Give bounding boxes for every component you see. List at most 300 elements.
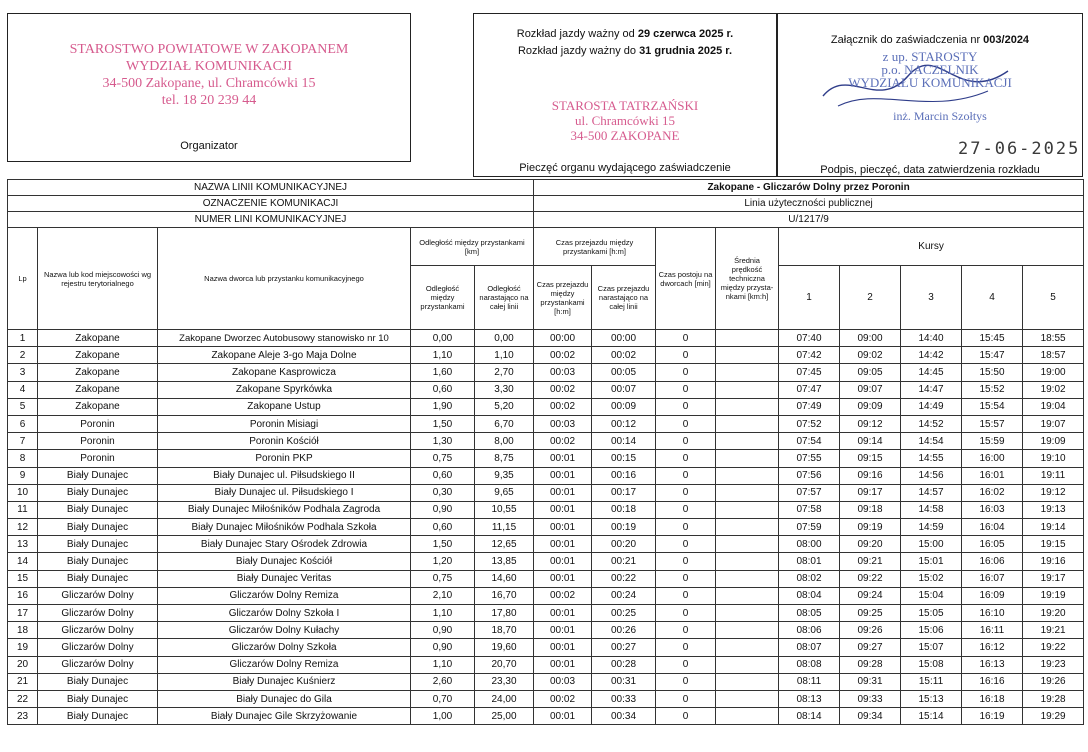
row-stop: Biały Dunajec Gile Skrzyżowanie xyxy=(158,708,411,725)
row-course-4: 16:04 xyxy=(962,519,1023,536)
table-row xyxy=(8,501,1084,518)
row-time: 00:01 xyxy=(534,519,592,536)
row-stop-time: 0 xyxy=(656,553,716,570)
row-time-total: 00:34 xyxy=(592,708,656,725)
row-place: Biały Dunajec xyxy=(38,484,158,501)
row-place: Biały Dunajec xyxy=(38,708,158,725)
row-course-2: 09:02 xyxy=(840,347,901,364)
row-course-5: 19:19 xyxy=(1023,587,1084,604)
row-course-3: 15:01 xyxy=(901,553,962,570)
row-speed xyxy=(716,605,779,622)
row-distance: 1,20 xyxy=(411,553,475,570)
row-distance-total: 3,30 xyxy=(475,381,534,398)
row-course-3: 15:04 xyxy=(901,587,962,604)
timetable xyxy=(7,179,1084,725)
row-place: Gliczarów Dolny xyxy=(38,622,158,639)
row-distance: 1,10 xyxy=(411,347,475,364)
row-distance-total: 13,85 xyxy=(475,553,534,570)
row-speed xyxy=(716,656,779,673)
row-time: 00:03 xyxy=(534,364,592,381)
designation: Linia użyteczności publicznej xyxy=(534,196,1084,212)
validity-box xyxy=(473,13,777,177)
row-lp: 13 xyxy=(8,536,38,553)
row-stop: Biały Dunajec Miłośników Podhala Zagroda xyxy=(158,501,411,518)
row-course-3: 14:58 xyxy=(901,501,962,518)
row-course-2: 09:19 xyxy=(840,519,901,536)
stamp-line: tel. 18 20 239 44 xyxy=(161,93,257,108)
issuer-stamp xyxy=(474,98,776,143)
row-distance: 0,30 xyxy=(411,484,475,501)
approver-stamp xyxy=(778,50,1082,89)
row-time-total: 00:33 xyxy=(592,690,656,707)
row-course-1: 07:57 xyxy=(779,484,840,501)
row-stop-time: 0 xyxy=(656,347,716,364)
valid-to-date: 31 grudnia 2025 r. xyxy=(639,45,732,57)
row-course-3: 14:52 xyxy=(901,415,962,432)
valid-to-label: Rozkład jazdy ważny do xyxy=(517,45,636,57)
row-time-total: 00:26 xyxy=(592,622,656,639)
table-row xyxy=(8,605,1084,622)
row-time-total: 00:19 xyxy=(592,519,656,536)
row-course-3: 14:57 xyxy=(901,484,962,501)
annex-title-text: Załącznik do zaświadczenia nr xyxy=(830,34,981,46)
stamp-line: STAROSTWO POWIATOWE W ZAKOPANEM xyxy=(69,42,349,57)
row-course-1: 07:42 xyxy=(779,347,840,364)
row-course-3: 15:00 xyxy=(901,536,962,553)
row-speed xyxy=(716,364,779,381)
col-distance-group: Odległość między przystankami [km] xyxy=(411,228,534,266)
line-number-label: NUMER LINI KOMUNIKACYJNEJ xyxy=(8,212,534,228)
row-distance-total: 16,70 xyxy=(475,587,534,604)
col-dist-total: Odległość narastająco na całej linii xyxy=(475,266,534,330)
row-course-1: 08:11 xyxy=(779,673,840,690)
row-speed xyxy=(716,398,779,415)
row-course-2: 09:00 xyxy=(840,330,901,347)
row-stop-time: 0 xyxy=(656,484,716,501)
row-time-total: 00:27 xyxy=(592,639,656,656)
annex-box xyxy=(777,13,1083,177)
row-stop: Zakopane Dworzec Autobusowy stanowisko nr 10 xyxy=(158,330,411,347)
row-place: Gliczarów Dolny xyxy=(38,639,158,656)
stamp-line: WYDZIAŁU KOMUNIKACJI xyxy=(848,75,1012,90)
row-time: 00:01 xyxy=(534,467,592,484)
row-time: 00:02 xyxy=(534,398,592,415)
row-stop: Gliczarów Dolny Szkoła I xyxy=(158,605,411,622)
row-place: Poronin xyxy=(38,450,158,467)
row-distance: 1,60 xyxy=(411,364,475,381)
row-time-total: 00:12 xyxy=(592,415,656,432)
row-time: 00:02 xyxy=(534,433,592,450)
row-course-1: 07:56 xyxy=(779,467,840,484)
row-place: Biały Dunajec xyxy=(38,673,158,690)
table-row xyxy=(8,347,1084,364)
timetable-rows xyxy=(8,330,1084,725)
row-stop-time: 0 xyxy=(656,519,716,536)
row-time-total: 00:31 xyxy=(592,673,656,690)
row-course-4: 16:07 xyxy=(962,570,1023,587)
row-time-total: 00:02 xyxy=(592,347,656,364)
row-course-1: 08:08 xyxy=(779,656,840,673)
row-time: 00:01 xyxy=(534,484,592,501)
row-course-2: 09:17 xyxy=(840,484,901,501)
row-time-total: 00:18 xyxy=(592,501,656,518)
row-stop: Gliczarów Dolny Remiza xyxy=(158,656,411,673)
row-course-3: 14:54 xyxy=(901,433,962,450)
col-stop-time: Czas postoju na dworcach [min] xyxy=(656,228,716,330)
row-course-5: 19:29 xyxy=(1023,708,1084,725)
row-place: Gliczarów Dolny xyxy=(38,587,158,604)
row-course-2: 09:31 xyxy=(840,673,901,690)
row-course-3: 15:06 xyxy=(901,622,962,639)
row-course-3: 14:59 xyxy=(901,519,962,536)
row-course-2: 09:15 xyxy=(840,450,901,467)
stamp-line: STAROSTA TATRZAŃSKI xyxy=(551,98,699,113)
row-lp: 4 xyxy=(8,381,38,398)
row-course-1: 08:00 xyxy=(779,536,840,553)
row-time-total: 00:24 xyxy=(592,587,656,604)
row-speed xyxy=(716,690,779,707)
row-lp: 5 xyxy=(8,398,38,415)
col-time-group: Czas przejazdu między przystankami [h:m] xyxy=(534,228,656,266)
row-place: Zakopane xyxy=(38,364,158,381)
stamp-line: p.o. NACZELNIK xyxy=(881,62,979,77)
row-course-4: 15:52 xyxy=(962,381,1023,398)
row-course-2: 09:25 xyxy=(840,605,901,622)
row-time: 00:02 xyxy=(534,587,592,604)
row-course-5: 19:00 xyxy=(1023,364,1084,381)
row-stop-time: 0 xyxy=(656,708,716,725)
row-course-3: 15:14 xyxy=(901,708,962,725)
row-time: 00:02 xyxy=(534,381,592,398)
row-course-2: 09:18 xyxy=(840,501,901,518)
row-distance-total: 20,70 xyxy=(475,656,534,673)
row-stop: Biały Dunajec Miłośników Podhala Szkoła xyxy=(158,519,411,536)
row-distance-total: 18,70 xyxy=(475,622,534,639)
header-block xyxy=(8,180,1084,330)
annex-number: 003/2024 xyxy=(983,34,1030,46)
signer-name: inż. Marcin Szołtys xyxy=(893,109,987,123)
row-course-3: 15:11 xyxy=(901,673,962,690)
row-speed xyxy=(716,501,779,518)
row-lp: 23 xyxy=(8,708,38,725)
row-course-2: 09:05 xyxy=(840,364,901,381)
row-course-3: 14:55 xyxy=(901,450,962,467)
row-distance: 1,50 xyxy=(411,536,475,553)
row-time-total: 00:14 xyxy=(592,433,656,450)
row-distance: 0,60 xyxy=(411,381,475,398)
row-speed xyxy=(716,673,779,690)
row-course-5: 19:28 xyxy=(1023,690,1084,707)
table-row xyxy=(8,570,1084,587)
row-course-3: 14:47 xyxy=(901,381,962,398)
row-stop: Poronin PKP xyxy=(158,450,411,467)
row-place: Gliczarów Dolny xyxy=(38,656,158,673)
row-course-1: 07:40 xyxy=(779,330,840,347)
row-distance: 1,00 xyxy=(411,708,475,725)
row-distance-total: 10,55 xyxy=(475,501,534,518)
row-lp: 8 xyxy=(8,450,38,467)
row-time: 00:01 xyxy=(534,622,592,639)
row-course-1: 08:06 xyxy=(779,622,840,639)
table-row xyxy=(8,519,1084,536)
row-place: Biały Dunajec xyxy=(38,501,158,518)
row-course-4: 16:18 xyxy=(962,690,1023,707)
row-stop-time: 0 xyxy=(656,364,716,381)
row-course-3: 14:42 xyxy=(901,347,962,364)
row-course-4: 16:05 xyxy=(962,536,1023,553)
row-distance: 0,70 xyxy=(411,690,475,707)
table-row xyxy=(8,364,1084,381)
row-speed xyxy=(716,484,779,501)
row-course-5: 19:22 xyxy=(1023,639,1084,656)
row-speed xyxy=(716,330,779,347)
row-course-1: 08:07 xyxy=(779,639,840,656)
table-row xyxy=(8,622,1084,639)
row-course-2: 09:16 xyxy=(840,467,901,484)
row-distance: 0,60 xyxy=(411,519,475,536)
row-lp: 21 xyxy=(8,673,38,690)
row-lp: 17 xyxy=(8,605,38,622)
table-row xyxy=(8,553,1084,570)
row-speed xyxy=(716,570,779,587)
row-time: 00:01 xyxy=(534,605,592,622)
row-course-3: 15:05 xyxy=(901,605,962,622)
row-stop-time: 0 xyxy=(656,330,716,347)
row-distance-total: 2,70 xyxy=(475,364,534,381)
row-time-total: 00:16 xyxy=(592,467,656,484)
row-lp: 12 xyxy=(8,519,38,536)
row-course-4: 16:16 xyxy=(962,673,1023,690)
row-course-1: 08:02 xyxy=(779,570,840,587)
row-speed xyxy=(716,450,779,467)
row-course-1: 07:58 xyxy=(779,501,840,518)
row-course-5: 18:57 xyxy=(1023,347,1084,364)
row-course-3: 14:45 xyxy=(901,364,962,381)
row-course-3: 15:02 xyxy=(901,570,962,587)
stamp-line: 34-500 Zakopane, ul. Chramcówki 15 xyxy=(102,76,316,91)
row-course-4: 15:50 xyxy=(962,364,1023,381)
row-stop: Gliczarów Dolny Kułachy xyxy=(158,622,411,639)
row-course-2: 09:27 xyxy=(840,639,901,656)
row-speed xyxy=(716,467,779,484)
row-lp: 9 xyxy=(8,467,38,484)
row-distance-total: 12,65 xyxy=(475,536,534,553)
row-stop-time: 0 xyxy=(656,398,716,415)
row-lp: 10 xyxy=(8,484,38,501)
table-row xyxy=(8,484,1084,501)
row-course-1: 07:49 xyxy=(779,398,840,415)
row-distance: 1,90 xyxy=(411,398,475,415)
row-course-4: 16:19 xyxy=(962,708,1023,725)
table-row xyxy=(8,587,1084,604)
row-course-2: 09:28 xyxy=(840,656,901,673)
row-distance: 2,10 xyxy=(411,587,475,604)
row-distance-total: 8,00 xyxy=(475,433,534,450)
row-speed xyxy=(716,536,779,553)
row-stop-time: 0 xyxy=(656,639,716,656)
stamp-line: ul. Chramcówki 15 xyxy=(574,113,675,128)
row-place: Biały Dunajec xyxy=(38,553,158,570)
row-speed xyxy=(716,622,779,639)
row-course-3: 14:56 xyxy=(901,467,962,484)
row-course-2: 09:21 xyxy=(840,553,901,570)
row-stop: Gliczarów Dolny Remiza xyxy=(158,587,411,604)
table-row xyxy=(8,450,1084,467)
row-lp: 2 xyxy=(8,347,38,364)
row-distance-total: 6,70 xyxy=(475,415,534,432)
line-name: Zakopane - Gliczarów Dolny przez Poronin xyxy=(534,180,1084,196)
row-time: 00:01 xyxy=(534,639,592,656)
row-speed xyxy=(716,415,779,432)
row-stop: Zakopane Spyrkówka xyxy=(158,381,411,398)
row-time: 00:03 xyxy=(534,415,592,432)
designation-label: OZNACZENIE KOMUNIKACJI xyxy=(8,196,534,212)
row-stop-time: 0 xyxy=(656,501,716,518)
course-number: 2 xyxy=(840,266,901,330)
row-stop-time: 0 xyxy=(656,433,716,450)
row-course-2: 09:14 xyxy=(840,433,901,450)
row-lp: 7 xyxy=(8,433,38,450)
row-time-total: 00:25 xyxy=(592,605,656,622)
row-place: Biały Dunajec xyxy=(38,519,158,536)
organizer-label: Organizator xyxy=(180,140,238,152)
valid-from xyxy=(474,28,776,40)
table-row xyxy=(8,673,1084,690)
row-place: Zakopane xyxy=(38,347,158,364)
row-course-5: 19:12 xyxy=(1023,484,1084,501)
valid-from-date: 29 czerwca 2025 r. xyxy=(637,28,734,40)
valid-from-label: Rozkład jazdy ważny od xyxy=(516,28,635,40)
row-course-5: 19:23 xyxy=(1023,656,1084,673)
row-distance: 0,90 xyxy=(411,501,475,518)
row-course-5: 19:20 xyxy=(1023,605,1084,622)
table-row xyxy=(8,690,1084,707)
row-stop-time: 0 xyxy=(656,536,716,553)
row-stop-time: 0 xyxy=(656,622,716,639)
row-course-2: 09:09 xyxy=(840,398,901,415)
row-stop: Biały Dunajec Kuśnierz xyxy=(158,673,411,690)
line-name-label: NAZWA LINII KOMUNIKACYJNEJ xyxy=(8,180,534,196)
course-number: 4 xyxy=(962,266,1023,330)
line-number: U/1217/9 xyxy=(534,212,1084,228)
row-stop: Gliczarów Dolny Szkoła xyxy=(158,639,411,656)
row-stop: Biały Dunajec Veritas xyxy=(158,570,411,587)
approval-date: 27-06-2025 xyxy=(958,139,1081,159)
row-distance-total: 5,20 xyxy=(475,398,534,415)
col-courses: Kursy xyxy=(779,228,1084,266)
row-stop: Poronin Kościół xyxy=(158,433,411,450)
row-course-4: 16:11 xyxy=(962,622,1023,639)
row-time: 00:01 xyxy=(534,656,592,673)
row-course-4: 16:06 xyxy=(962,553,1023,570)
row-course-1: 07:52 xyxy=(779,415,840,432)
row-place: Biały Dunajec xyxy=(38,570,158,587)
table-row xyxy=(8,536,1084,553)
row-time-total: 00:17 xyxy=(592,484,656,501)
row-stop: Poronin Misiagi xyxy=(158,415,411,432)
stamp-line: z up. STAROSTY xyxy=(882,49,978,64)
row-lp: 11 xyxy=(8,501,38,518)
col-speed: Średnia prędkość techniczna między przysta- nkami [km:h] xyxy=(716,228,779,330)
row-course-5: 19:07 xyxy=(1023,415,1084,432)
row-speed xyxy=(716,587,779,604)
row-course-3: 15:07 xyxy=(901,639,962,656)
row-course-1: 07:54 xyxy=(779,433,840,450)
row-distance-total: 24,00 xyxy=(475,690,534,707)
row-course-2: 09:33 xyxy=(840,690,901,707)
row-stop-time: 0 xyxy=(656,605,716,622)
row-course-4: 16:01 xyxy=(962,467,1023,484)
row-lp: 16 xyxy=(8,587,38,604)
row-place: Zakopane xyxy=(38,381,158,398)
row-course-2: 09:22 xyxy=(840,570,901,587)
row-distance: 0,60 xyxy=(411,467,475,484)
row-distance-total: 23,30 xyxy=(475,673,534,690)
row-course-5: 19:02 xyxy=(1023,381,1084,398)
row-lp: 15 xyxy=(8,570,38,587)
row-speed xyxy=(716,433,779,450)
row-speed xyxy=(716,708,779,725)
row-time: 00:01 xyxy=(534,536,592,553)
issuer-label: Pieczęć organu wydającego zaświadczenie xyxy=(519,162,731,174)
row-course-4: 16:13 xyxy=(962,656,1023,673)
table-row xyxy=(8,639,1084,656)
row-time-total: 00:22 xyxy=(592,570,656,587)
row-distance: 0,00 xyxy=(411,330,475,347)
row-course-1: 08:05 xyxy=(779,605,840,622)
row-course-1: 08:01 xyxy=(779,553,840,570)
row-lp: 18 xyxy=(8,622,38,639)
row-course-4: 16:12 xyxy=(962,639,1023,656)
row-stop-time: 0 xyxy=(656,381,716,398)
row-stop-time: 0 xyxy=(656,673,716,690)
row-time: 00:01 xyxy=(534,450,592,467)
row-stop-time: 0 xyxy=(656,570,716,587)
row-lp: 22 xyxy=(8,690,38,707)
row-course-5: 19:26 xyxy=(1023,673,1084,690)
row-course-4: 16:09 xyxy=(962,587,1023,604)
row-stop: Zakopane Ustup xyxy=(158,398,411,415)
row-course-3: 15:08 xyxy=(901,656,962,673)
row-time-total: 00:09 xyxy=(592,398,656,415)
row-stop: Biały Dunajec Stary Ośrodek Zdrowia xyxy=(158,536,411,553)
row-distance: 0,90 xyxy=(411,639,475,656)
row-time-total: 00:20 xyxy=(592,536,656,553)
row-course-5: 19:13 xyxy=(1023,501,1084,518)
row-lp: 19 xyxy=(8,639,38,656)
table-row xyxy=(8,433,1084,450)
row-time-total: 00:15 xyxy=(592,450,656,467)
row-time: 00:03 xyxy=(534,673,592,690)
row-course-5: 19:15 xyxy=(1023,536,1084,553)
course-number: 3 xyxy=(901,266,962,330)
table-row xyxy=(8,330,1084,347)
row-course-2: 09:34 xyxy=(840,708,901,725)
row-stop: Zakopane Aleje 3-go Maja Dolne xyxy=(158,347,411,364)
row-place: Zakopane xyxy=(38,398,158,415)
row-course-1: 08:14 xyxy=(779,708,840,725)
col-place: Nazwa lub kod miejscowości wg rejestru terytorialnego xyxy=(38,228,158,330)
row-course-1: 07:59 xyxy=(779,519,840,536)
row-stop: Biały Dunajec ul. Piłsudskiego II xyxy=(158,467,411,484)
row-stop-time: 0 xyxy=(656,467,716,484)
row-time: 00:02 xyxy=(534,690,592,707)
row-distance-total: 25,00 xyxy=(475,708,534,725)
row-time-total: 00:00 xyxy=(592,330,656,347)
row-distance: 0,90 xyxy=(411,622,475,639)
row-time-total: 00:07 xyxy=(592,381,656,398)
row-lp: 14 xyxy=(8,553,38,570)
